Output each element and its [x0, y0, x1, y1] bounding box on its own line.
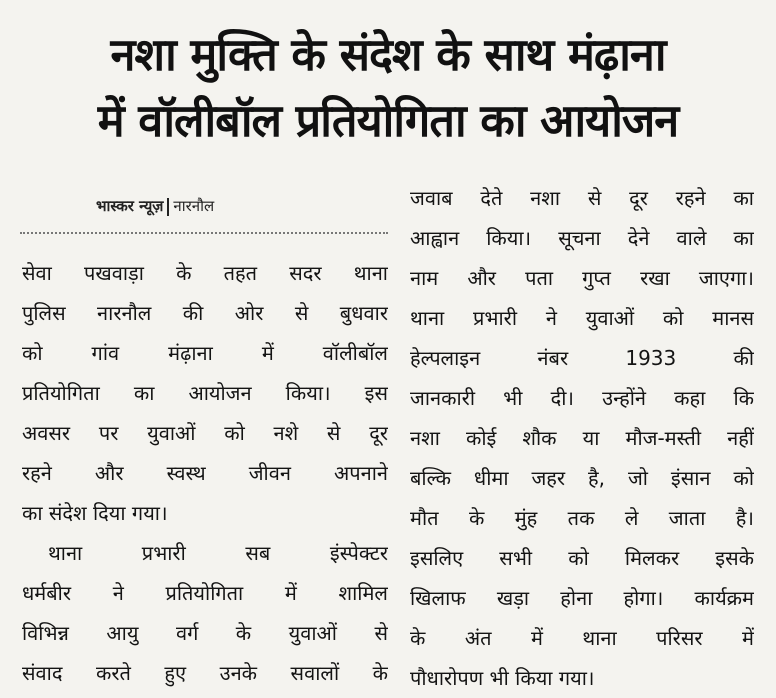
article-line: अवसर पर युवाओं को नशे से दूर — [22, 421, 388, 445]
article-line: पुलिस नारनौल की ओर से बुधवार — [22, 301, 388, 325]
article-line: नशा कोई शौक या मौज-मस्ती नहीं — [410, 426, 754, 450]
article-line: थाना प्रभारी ने युवाओं को मानस — [410, 306, 754, 330]
article-line: रहने और स्वस्थ जीवन अपनाने — [22, 461, 388, 485]
article-column-left — [22, 253, 388, 693]
article-line: सेवा पखवाड़ा के तहत सदर थाना — [22, 261, 388, 285]
article-line: जानकारी भी दी। उन्होंने कहा कि — [410, 386, 754, 410]
byline-source: भास्कर न्यूज़ — [96, 197, 164, 215]
article-line: विभिन्न आयु वर्ग के युवाओं से — [22, 621, 388, 645]
article-line: पौधारोपण भी किया गया। — [410, 666, 595, 690]
article-line: प्रतियोगिता का आयोजन किया। इस — [22, 381, 388, 405]
article-line: खिलाफ खड़ा होना होगा। कार्यक्रम — [410, 586, 754, 610]
article-line: धर्मबीर ने प्रतियोगिता में शामिल — [22, 581, 388, 605]
article-line: संवाद करते हुए उनके सवालों के — [22, 661, 388, 685]
headline — [12, 22, 764, 154]
byline-divider — [167, 198, 169, 216]
article-line: थाना प्रभारी सब इंस्पेक्टर — [48, 541, 388, 565]
article-line: मौत के मुंह तक ले जाता है। — [410, 506, 754, 530]
article-line: को गांव मंढ़ाना में वॉलीबॉल — [22, 341, 388, 365]
article-column-right — [410, 178, 754, 698]
article-line: हेल्पलाइन नंबर 1933 की — [410, 346, 754, 370]
article-line: के अंत में थाना परिसर में — [410, 626, 754, 650]
article-line: जवाब देते नशा से दूर रहने का — [410, 186, 754, 210]
headline-line-2: में वॉलीबॉल प्रतियोगिता का आयोजन — [97, 94, 679, 147]
dotted-rule — [20, 232, 388, 234]
article-line: बल्कि धीमा जहर है, जो इंसान को — [410, 466, 754, 490]
byline-place: नारनौल — [173, 197, 215, 215]
headline-line-1: नशा मुक्ति के संदेश के साथ मंढ़ाना — [110, 28, 666, 81]
article-line: का संदेश दिया गया। — [22, 501, 168, 525]
article-line: इसलिए सभी को मिलकर इसके — [410, 546, 754, 570]
article-line: नाम और पता गुप्त रखा जाएगा। — [410, 266, 754, 290]
article-line: आह्वान किया। सूचना देने वाले का — [410, 226, 754, 250]
byline — [96, 196, 214, 216]
